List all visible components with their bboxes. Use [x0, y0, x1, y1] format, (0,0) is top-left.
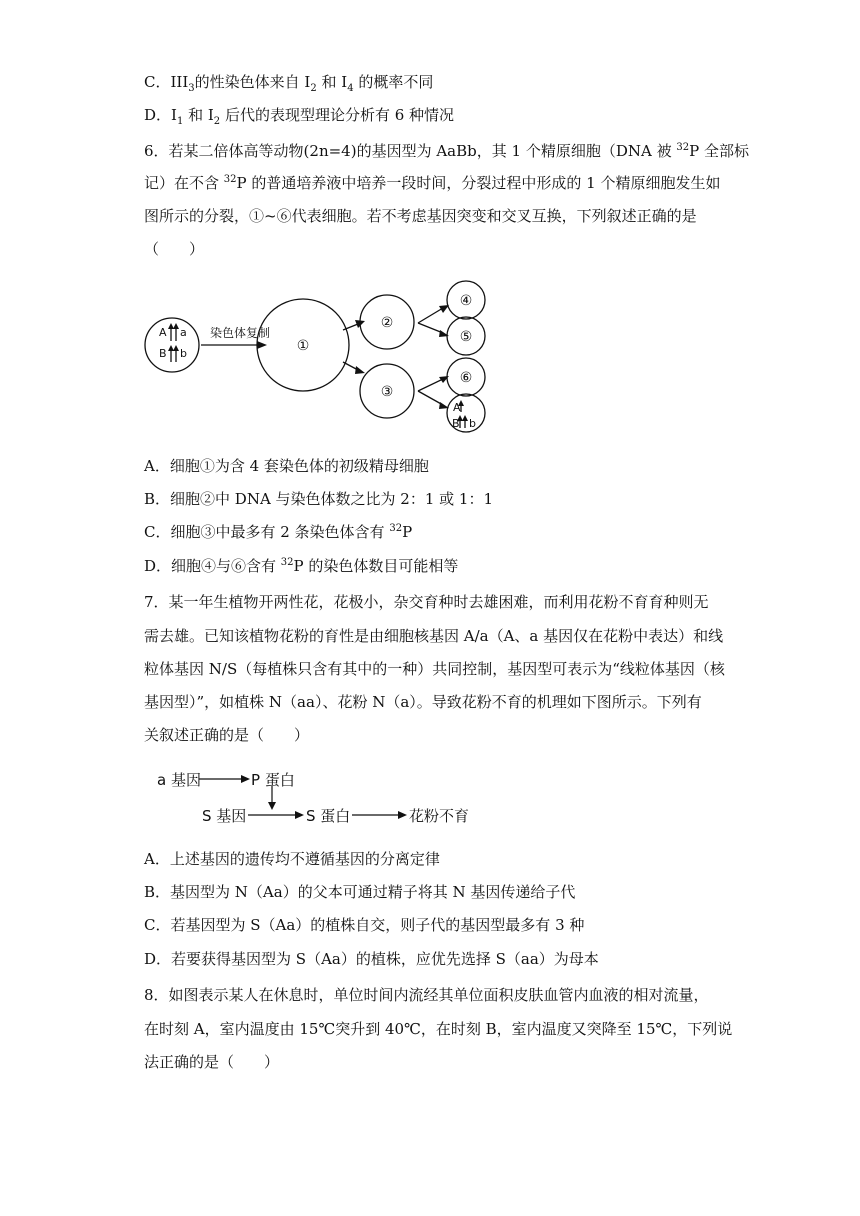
- q7-option-c[interactable]: C．若基因型为 S（Aa）的植株自交，则子代的基因型最多有 3 种: [144, 916, 585, 934]
- q7-option-a[interactable]: A．上述基因的遗传均不遵循基因的分离定律: [144, 850, 440, 868]
- q6-option-c[interactable]: C．细胞③中最多有 2 条染色体含有 $^{32}$P: [144, 523, 413, 541]
- q6-stem-line1: 6．若某二倍体高等动物(2n=4)的基因型为 AaBb，其 1 个精原细胞（DNA 被 $^{32}$P 全部标: [144, 142, 749, 160]
- q6-stem-line4: （ ）: [144, 240, 205, 258]
- cell-label-5: ⑤: [459, 329, 473, 345]
- q6-option-d[interactable]: D．细胞④与⑥含有 $^{32}$P 的染色体数目可能相等: [144, 557, 459, 575]
- gene-label-b-sperm: b: [469, 417, 476, 430]
- p-protein-label: P 蛋白: [251, 771, 295, 789]
- q6-option-a[interactable]: A．细胞①为含 4 套染色体的初级精母细胞: [144, 457, 429, 475]
- q7-stem-line3: 粒体基因 N/S（每植株只含有其中的一种）共同控制，基因型可表示为“线粒体基因（核: [144, 660, 725, 678]
- q6-option-b[interactable]: B．细胞②中 DNA 与染色体数之比为 2：1 或 1：1: [144, 490, 494, 508]
- pollen-sterile-label: 花粉不育: [409, 807, 470, 825]
- s-gene-label: S 基因: [202, 807, 247, 825]
- s-protein-label: S 蛋白: [306, 807, 351, 825]
- q7-stem-line2: 需去雄。已知该植物花粉的育性是由细胞核基因 A/a（A、a 基因仅在花粉中表达）和线: [144, 627, 724, 645]
- cell-label-3: ③: [380, 384, 394, 400]
- q6-stem-line2: 记）在不含 $^{32}$P 的普通培养液中培养一段时间，分裂过程中形成的 1 个精原细胞发生如: [144, 174, 721, 192]
- q6-stem-line3: 图所示的分裂，①~⑥代表细胞。若不考虑基因突变和交叉互换，下列叙述正确的是: [144, 207, 697, 225]
- q8-stem-line3: 法正确的是（ ）: [144, 1053, 280, 1071]
- gene-label-B-sperm: B: [452, 417, 460, 430]
- q8-stem-line2: 在时刻 A，室内温度由 15℃突升到 40℃，在时刻 B，室内温度又突降至 15℃，下列说: [144, 1020, 733, 1038]
- gene-label-B: B: [159, 347, 167, 360]
- a-gene-label: a 基因: [157, 771, 201, 789]
- gene-label-A-sperm: A: [453, 401, 461, 414]
- gene-label-a: a: [180, 326, 187, 339]
- q8-stem-line1: 8．如图表示某人在休息时，单位时间内流经其单位面积皮肤血管内血液的相对流量，: [144, 986, 709, 1004]
- q7-option-d[interactable]: D．若要获得基因型为 S（Aa）的植株，应优先选择 S（aa）为母本: [144, 950, 599, 968]
- gene-label-A: A: [159, 326, 167, 339]
- cell-label-4: ④: [459, 293, 473, 309]
- q5-option-c[interactable]: C．$III_3$的性染色体来自 $I_2$ 和 $I_4$ 的概率不同: [144, 73, 434, 94]
- cell-label-6: ⑥: [459, 370, 473, 386]
- q7-option-b[interactable]: B．基因型为 N（Aa）的父本可通过精子将其 N 基因传递给子代: [144, 883, 576, 901]
- q7-stem-line1: 7．某一年生植物开两性花，花极小，杂交育种时去雄困难，而利用花粉不育育种则无: [144, 593, 709, 611]
- gene-label-b: b: [180, 347, 187, 360]
- cell-label-1: ①: [296, 338, 310, 354]
- q7-stem-line5: 关叙述正确的是（ ）: [144, 726, 310, 744]
- arrow-label-chromosome-replication: 染色体复制: [210, 326, 271, 340]
- cell-label-2: ②: [380, 315, 394, 331]
- q5-option-d[interactable]: D．$I_1$ 和 $I_2$ 后代的表现型理论分析有 6 种情况: [144, 106, 455, 127]
- q7-stem-line4: 基因型）”，如植株 N（aa）、花粉 N（a）。导致花粉不育的机理如下图所示。下列有: [144, 693, 702, 711]
